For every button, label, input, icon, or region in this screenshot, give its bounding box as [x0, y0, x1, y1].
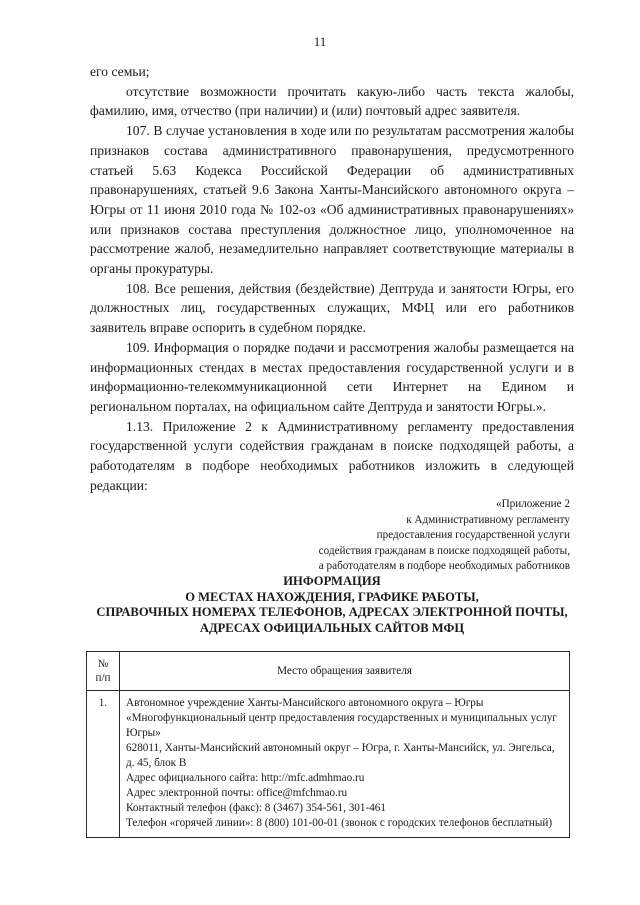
page-number: 11: [313, 34, 327, 49]
body-text: [90, 62, 574, 495]
row-number: 1.: [87, 691, 120, 838]
email-address: Адрес электронной почты: office@mfchmao.ru: [126, 787, 348, 799]
appendix-reference-line: а работодателям в подборе необходимых работников: [318, 560, 570, 572]
appendix-reference-line: к Административному регламенту: [406, 513, 570, 526]
info-heading-title: ИНФОРМАЦИЯ: [283, 574, 381, 588]
paragraph-107: 107. В случае установления в ходе или по результатам рассмотрения жалобы признаков состава административного правонарушения, предусмотренного статьей 5.63 Кодекса Российской Федерации об административных правонарушениях, статьей 9.6 Закона Ханты-Мансийского автономного округа – Югры от 11 июня 2010 года № 102-оз «Об административных правонарушениях» или признаков состава преступления должностное лицо, уполномоченное на рассмотрение жалоб, незамедлительно направляет соответствующие материалы в органы прокуратуры.: [90, 123, 574, 277]
info-heading-line: О МЕСТАХ НАХОЖДЕНИЯ, ГРАФИКЕ РАБОТЫ,: [185, 589, 479, 604]
info-heading: [90, 574, 574, 636]
appendix-reference: [270, 497, 570, 575]
appendix-reference-line: содействия гражданам в поиске подходящей работы,: [318, 544, 570, 557]
column-header-number-line: №: [97, 658, 109, 670]
appendix-reference-line: «Приложение 2: [495, 498, 570, 510]
paragraph-1-13: 1.13. Приложение 2 к Административному регламенту предоставления государственной услуги содействия гражданам в поиске подходящей работы, а работодателям в подборе необходимых работников изложить в следующей редакции:: [90, 418, 574, 493]
hotline-phone: Телефон «горячей линии»: 8 (800) 101-00-01 (звонок с городских телефонов бесплатный): [126, 817, 553, 829]
table-row: [87, 691, 570, 838]
contact-phone: Контактный телефон (факс): 8 (3467) 354-561, 301-461: [126, 802, 386, 814]
paragraph-109: 109. Информация о порядке подачи и рассмотрения жалобы размещается на информационных стендах в местах предоставления государственной услуги и в информационно-телекоммуникационной сети Интернет на Едином и региональном порталах, на официальном сайте Дептруда и занятости Югры.».: [90, 339, 574, 414]
paragraph: его семьи;: [90, 64, 150, 79]
column-header-number-line: п/п: [95, 672, 111, 684]
column-header-place: Место обращения заявителя: [120, 652, 570, 691]
paragraph-108: 108. Все решения, действия (бездействие) Дептруда и занятости Югры, его должностных лиц, государственных служащих, МФЦ или его работников заявитель вправе оспорить в судебном порядке.: [90, 280, 574, 336]
row-place: [120, 691, 570, 838]
paragraph: отсутствие возможности прочитать какую-либо часть текста жалобы, фамилию, имя, отчество (при наличии) и (или) почтовый адрес заявителя.: [90, 83, 574, 119]
info-heading-line: АДРЕСАХ ОФИЦИАЛЬНЫХ САЙТОВ МФЦ: [199, 620, 465, 635]
column-header-number: [87, 652, 120, 691]
info-heading-line: СПРАВОЧНЫХ НОМЕРАХ ТЕЛЕФОНОВ, АДРЕСАХ ЭЛЕКТРОННОЙ ПОЧТЫ,: [96, 605, 568, 619]
offices-table: [86, 651, 570, 838]
table-header-row: [87, 652, 570, 691]
official-website: Адрес официального сайта: http://mfc.admhmao.ru: [126, 772, 365, 784]
appendix-reference-line: предоставления государственной услуги: [376, 529, 570, 541]
institution-name: Автономное учреждение Ханты-Мансийского автономного округа – Югры «Многофункциональный центр предоставления государственных и муниципальных услуг Югры»: [126, 697, 557, 739]
postal-address: 628011, Ханты-Мансийский автономный округ – Югра, г. Ханты-Мансийск, ул. Энгельса, д. 45, блок В: [126, 742, 555, 769]
